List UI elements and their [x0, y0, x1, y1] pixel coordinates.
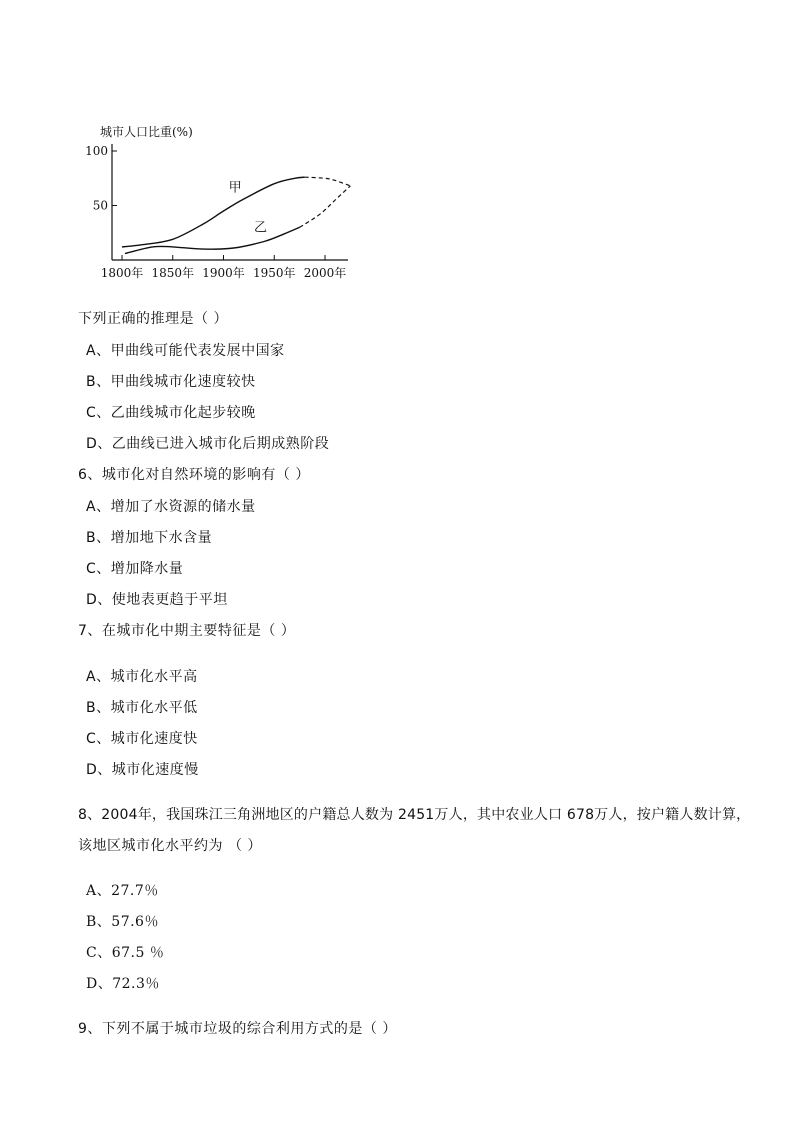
question-8-stem-line-1: 8、2004年，我国珠江三角洲地区的户籍总人数为 2451万人，其中农业人口 678万人，按户籍人数计算，	[78, 807, 751, 823]
question-8-option-a[interactable]: A、27.7％	[86, 883, 159, 899]
question-6-option-b[interactable]: B、增加地下水含量	[86, 530, 213, 546]
x-tick-label: 1850年	[151, 266, 195, 280]
question-5-option-c[interactable]: C、乙曲线城市化起步较晚	[86, 405, 256, 421]
series-yi-solid-line	[125, 227, 300, 253]
series-yi-label: 乙	[253, 220, 267, 236]
axes	[112, 144, 348, 260]
question-7-option-b[interactable]: B、城市化水平低	[86, 700, 198, 716]
question-7-option-a[interactable]: A、城市化水平高	[86, 669, 198, 685]
series-jia-dashed-line	[305, 177, 351, 186]
question-5-option-d[interactable]: D、乙曲线已进入城市化后期成熟阶段	[86, 436, 330, 452]
question-6-stem: 6、城市化对自然环境的影响有（ ）	[78, 467, 310, 483]
question-5-stem: 下列正确的推理是（ ）	[78, 311, 228, 327]
x-tick-label: 2000年	[303, 266, 347, 280]
x-tick-label: 1900年	[202, 266, 245, 280]
y-tick-label: 50	[92, 198, 108, 213]
y-axis-label: 城市人口比重(%)	[100, 125, 193, 139]
urbanization-chart	[80, 118, 370, 290]
question-8-option-c[interactable]: C、67.5 ％	[86, 945, 165, 961]
y-tick-label: 100	[85, 144, 108, 158]
x-tick-label: 1800年	[100, 266, 144, 280]
question-8-stem-line-2: 该地区城市化水平约为 （ ）	[78, 838, 262, 854]
question-6-option-d[interactable]: D、使地表更趋于平坦	[86, 592, 228, 608]
question-6-option-c[interactable]: C、增加降水量	[86, 561, 184, 577]
question-7-option-c[interactable]: C、城市化速度快	[86, 731, 198, 747]
question-9-stem: 9、下列不属于城市垃圾的综合利用方式的是（ ）	[78, 1021, 397, 1037]
x-tick-label: 1950年	[252, 266, 296, 280]
question-7-option-d[interactable]: D、城市化速度慢	[86, 762, 199, 778]
question-7-stem: 7、在城市化中期主要特征是（ ）	[78, 623, 296, 639]
question-6-option-a[interactable]: A、增加了水资源的储水量	[86, 499, 256, 515]
question-5-option-b[interactable]: B、甲曲线城市化速度较快	[86, 374, 256, 390]
series-jia-label: 甲	[228, 180, 242, 196]
question-5-option-a[interactable]: A、甲曲线可能代表发展中国家	[86, 343, 285, 359]
series-yi-dashed-line	[300, 186, 351, 227]
series-labels	[229, 180, 267, 235]
question-8-option-b[interactable]: B、57.6％	[86, 914, 159, 930]
question-8-option-d[interactable]: D、72.3％	[86, 976, 160, 992]
